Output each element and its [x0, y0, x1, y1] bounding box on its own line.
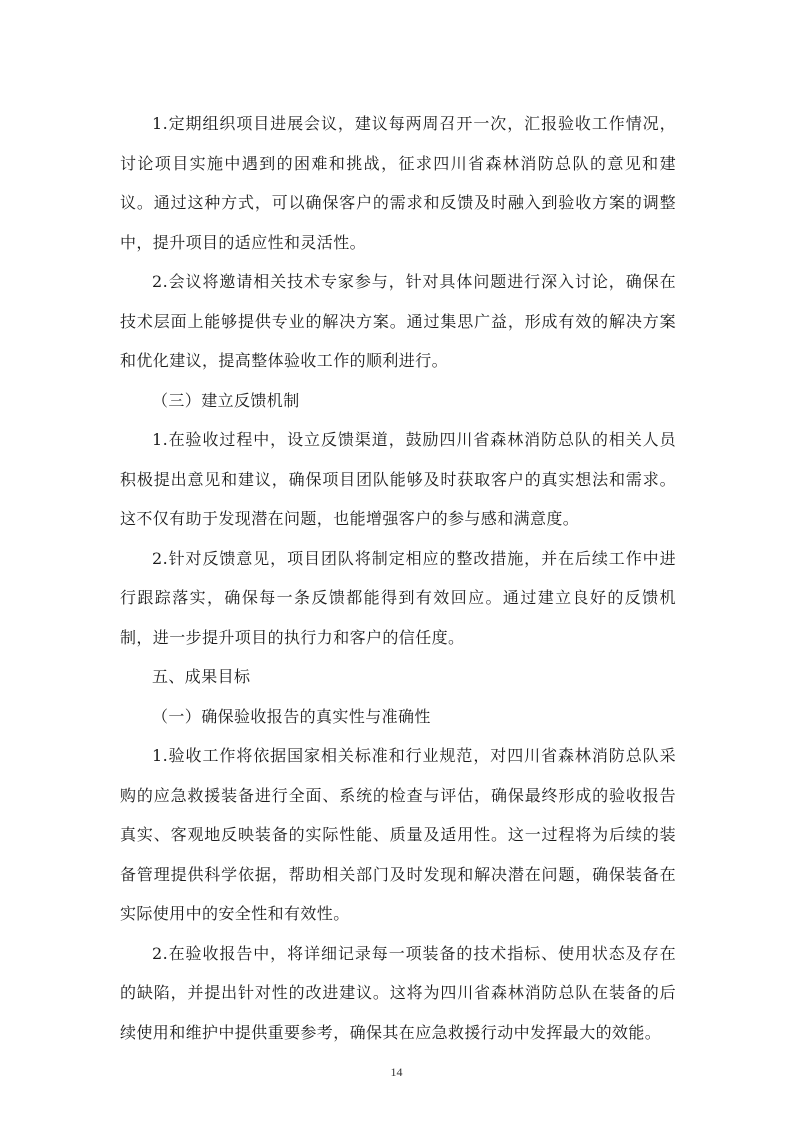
- page-number: 14: [390, 1065, 403, 1079]
- heading-outcome-goals: 五、成果目标: [152, 667, 251, 686]
- paragraph-feedback-channel: 1.在验收过程中，设立反馈渠道，鼓励四川省森林消防总队的相关人员积极提出意见和建议，确保项目团队能够及时获取客户的真实想法和需求。这不仅有助于发现潜在问题，也能增强客户的参与感和满意度。: [120, 430, 676, 528]
- paragraph-meeting-schedule: 1.定期组织项目进展会议，建议每两周召开一次，汇报验收工作情况，讨论项目实施中遇到的困难和挑战，征求四川省森林消防总队的意见和建议。通过这种方式，可以确保客户的需求和反馈及时融入到验收方案的调整中，提升项目的适应性和灵活性。: [120, 114, 676, 252]
- paragraph-rectification: 2.针对反馈意见，项目团队将制定相应的整改措施，并在后续工作中进行跟踪落实，确保每一条反馈都能得到有效回应。通过建立良好的反馈机制，进一步提升项目的执行力和客户的信任度。: [120, 548, 676, 647]
- heading-report-accuracy: （一）确保验收报告的真实性与准确性: [152, 706, 431, 726]
- paragraph-inspection-standards: 1.验收工作将依据国家相关标准和行业规范，对四川省森林消防总队采购的应急救援装备进行全面、系统的检查与评估，确保最终形成的验收报告真实、客观地反映装备的实际性能、质量及适用性。这一过程将为后续的装备管理提供科学依据，帮助相关部门及时发现和解决潜在问题，确保装备在实际使用中的安全性和有效性。: [120, 746, 676, 923]
- paragraph-report-details: 2.在验收报告中，将详细记录每一项装备的技术指标、使用状态及存在的缺陷，并提出针对性的改进建议。这将为四川省森林消防总队在装备的后续使用和维护中提供重要参考，确保其在应急救援行动中发挥最大的效能。: [120, 943, 676, 1042]
- heading-feedback-mechanism: （三）建立反馈机制: [152, 390, 300, 410]
- paragraph-expert-participation: 2.会议将邀请相关技术专家参与，针对具体问题进行深入讨论，确保在技术层面上能够提供专业的解决方案。通过集思广益，形成有效的解决方案和优化建议，提高整体验收工作的顺利进行。: [120, 272, 676, 370]
- document-body: [120, 104, 676, 1052]
